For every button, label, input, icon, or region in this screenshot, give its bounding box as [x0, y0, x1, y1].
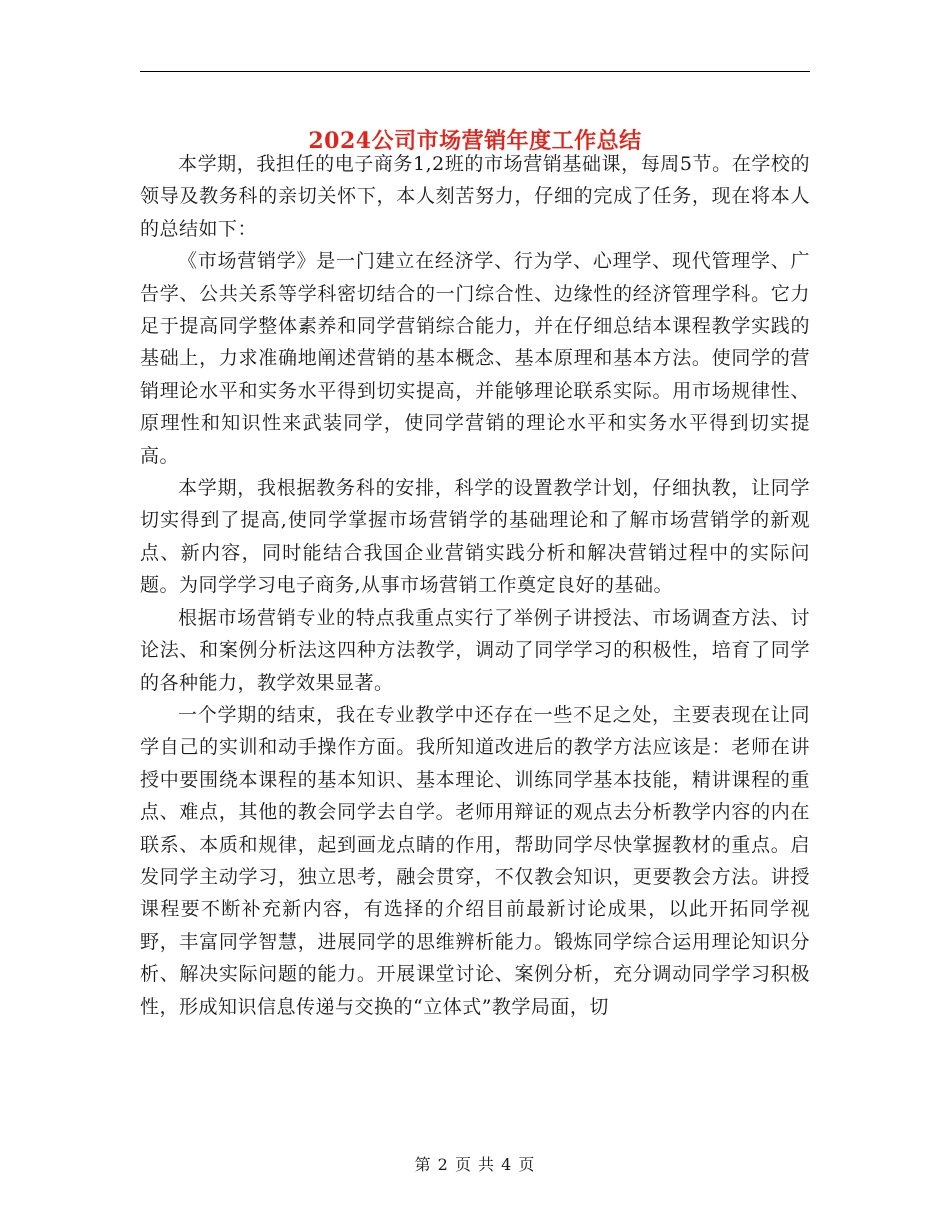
document-body	[140, 148, 810, 1023]
page-number-footer: 第 2 页 共 4 页	[414, 1155, 536, 1174]
document-title: 2024公司市场营销年度工作总结	[308, 127, 642, 154]
paragraph-course-description: 《市场营销学》是一门建立在经济学、行为学、心理学、现代管理学、广告学、公共关系等学科密切结合的一门综合性、边缘性的经济管理学科。它力足于提高同学整体素养和同学营销综合能力，并在仔细总结本课程教学实践的基础上，力求准确地阐述营销的基本概念、基本原理和基本方法。使同学的营销理论水平和实务水平得到切实提高，并能够理论联系实际。用市场规律性、原理性和知识性来武装同学，使同学营销的理论水平和实务水平得到切实提高。	[140, 250, 810, 467]
header-rule	[140, 71, 810, 72]
paragraph-teaching-plan: 本学期，我根据教务科的安排，科学的设置教学计划，仔细执教，让同学切实得到了提高,使同学掌握市场营销学的基础理论和了解市场营销学的新观点、新内容，同时能结合我国企业营销实践分析和解决营销过程中的实际问题。为同学学习电子商务,从事市场营销工作奠定良好的基础。	[140, 477, 810, 597]
paragraph-shortcomings: 一个学期的结束，我在专业教学中还存在一些不足之处，主要表现在让同学自己的实训和动手操作方面。我所知道改进后的教学方法应该是：老师在讲授中要围绕本课程的基本知识、基本理论、训练同学基本技能，精讲课程的重点、难点，其他的教会同学去自学。老师用辩证的观点去分析教学内容的内在联系、本质和规律，起到画龙点睛的作用，帮助同学尽快掌握教材的重点。启发同学主动学习，独立思考，融会贯穿，不仅教会知识，更要教会方法。讲授课程要不断补充新内容，有选择的介绍目前最新讨论成果，以此开拓同学视野，丰富同学智慧，进展同学的思维辨析能力。锻炼同学综合运用理论知识分析、解决实际问题的能力。开展课堂讨论、案例分析，充分调动同学学习积极性，形成知识信息传递与交换的“立体式”教学局面，切	[140, 703, 810, 1018]
paragraph-teaching-methods: 根据市场营销专业的特点我重点实行了举例子讲授法、市场调查方法、讨论法、和案例分析法这四种方法教学，调动了同学学习的积极性，培育了同学的各种能力，教学效果显著。	[140, 606, 810, 694]
paragraph-intro: 本学期，我担任的电子商务1,2班的市场营销基础课，每周5节。在学校的领导及教务科的亲切关怀下，本人刻苦努力，仔细的完成了任务，现在将本人的总结如下：	[140, 153, 810, 240]
